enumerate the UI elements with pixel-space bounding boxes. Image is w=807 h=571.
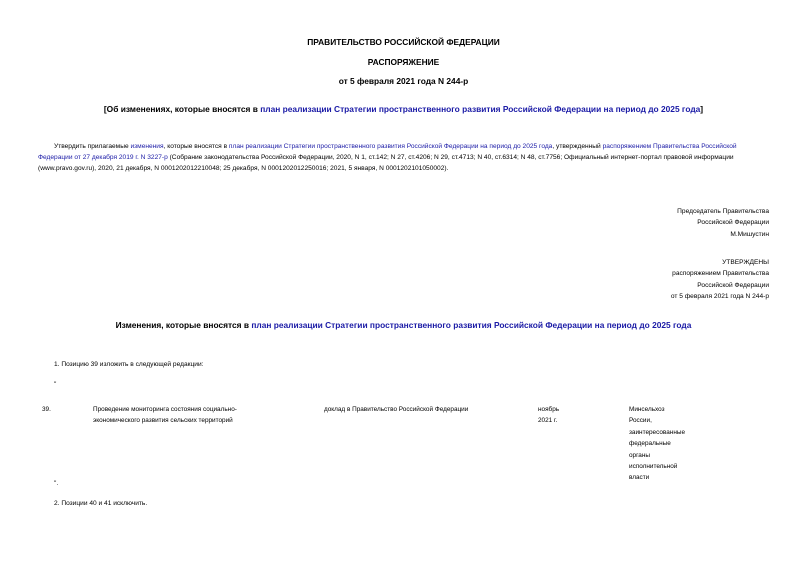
responsible-line: России, [629,417,652,425]
deadline-line: ноябрь [538,406,560,413]
row-deadline [538,404,559,427]
activity-line: экономического развития сельских территорий [93,417,233,425]
document-subject [0,104,807,114]
signature-position: Председатель Правительства [677,208,769,215]
row-responsible [629,404,685,484]
item-2: 2. Позиции 40 и 41 исключить. [54,500,148,507]
organization-title: ПРАВИТЕЛЬСТВО РОССИЙСКОЙ ФЕДЕРАЦИИ [307,37,500,47]
subject-prefix: [Об изменениях, которые вносятся в [103,104,261,114]
approved-date: от 5 февраля 2021 года N 244-р [670,293,769,301]
row-result: доклад в Правительство Российской Федерации [324,406,469,413]
decree-link[interactable]: распоряжением Правительства Российской Федерации от 27 декабря 2019 г. N 3227-р [38,143,737,162]
changes-link[interactable]: изменения [130,143,164,150]
document-date-number: от 5 февраля 2021 года N 244-р [338,76,469,86]
quote-open: " [54,381,57,388]
signature-org: Российской Федерации [697,219,769,227]
responsible-line: власти [629,474,650,482]
responsible-line: федеральные [629,440,671,448]
approved-org: Российской Федерации [697,281,769,289]
approved-label: УТВЕРЖДЕНЫ [722,259,769,266]
document-type: РАСПОРЯЖЕНИЕ [367,57,440,67]
main-paragraph [38,141,768,175]
paragraph-text: (Собрание законодательства Российской Федерации, 2020, N 1, ст.142; N 27, ст.4206; N 29, ст.4713; N 40, ст.6314; N 48, ст.7756; Официальный интернет-портал правовой информации (www.pravo.gov.ru), 2020, 21 декабря, N 0001202012210048; 25 декабря, N 0001202012250016; 2021, 5 января, N 0001202101050002). [38,154,734,173]
row-activity [93,404,303,427]
signature-name: М.Мишустин [730,230,769,238]
responsible-line: Минсельхоз [629,406,665,413]
changes-title-prefix: Изменения, которые вносятся в [115,320,252,330]
approved-block [671,257,769,303]
changes-title [0,320,807,330]
changes-title-link[interactable]: план реализации Стратегии пространственного развития Российской Федерации на период до 2025 года [251,320,692,330]
signature-block [677,206,769,240]
responsible-line: исполнительной [629,463,678,471]
paragraph-text: , которые вносятся в [163,143,229,150]
activity-line: Проведение мониторинга состояния социально- [93,406,237,413]
row-number: 39. [42,406,51,413]
item-1: 1. Позицию 39 изложить в следующей редакции: [54,361,204,368]
responsible-line: заинтересованные [629,428,686,436]
quote-close: ". [54,480,59,487]
subject-suffix: ] [700,104,704,114]
paragraph-text: , утвержденный [552,143,603,150]
paragraph-text: Утвердить прилагаемые [54,143,131,150]
responsible-line: органы [629,451,650,459]
deadline-line: 2021 г. [538,417,558,425]
approved-by: распоряжением Правительства [672,270,769,278]
subject-link[interactable]: план реализации Стратегии пространственного развития Российской Федерации на период до 2025 года [260,104,701,114]
plan-link[interactable]: план реализации Стратегии пространственного развития Российской Федерации на период до 2025 года [228,143,553,150]
